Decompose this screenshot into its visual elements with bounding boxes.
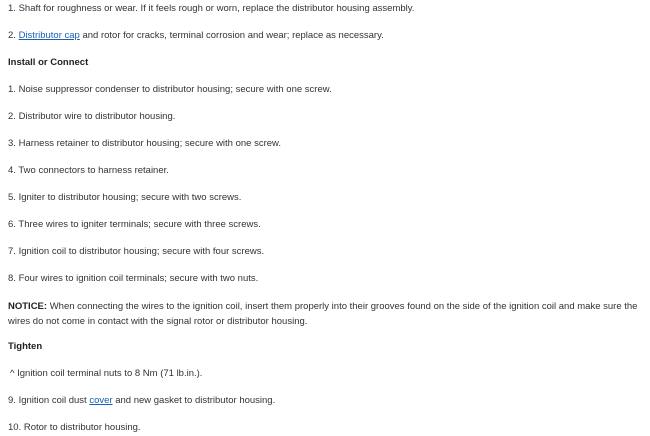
notice-label: NOTICE: [8,301,48,312]
notice-paragraph [8,299,648,329]
step-number: 1. [8,3,16,14]
step-number: 2. [8,30,16,41]
step-text: Ignition coil dust [18,395,90,406]
step-text: Two connectors to harness retainer. [18,165,169,176]
step-text: Ignition coil to distributor housing; secure with four screws. [18,246,265,257]
step-number: 9. [8,395,16,406]
notice-text: When connecting the wires to the ignition coil, insert them properly into their grooves found on the side of the ignition coil and make sure the wires do not come in contact with the signal rotor or distributor housing. [8,301,638,327]
install-step-8 [8,273,258,285]
install-step-7 [8,246,264,258]
heading-tighten: Tighten [8,341,43,352]
step-9 [8,395,275,407]
step-number: 3. [8,138,16,149]
install-step-5 [8,192,241,204]
step-text: Rotor to distributor housing. [23,422,141,433]
step-text: Noise suppressor condenser to distributor housing; secure with one screw. [18,84,332,95]
install-step-4 [8,165,169,177]
tighten-bullet [10,368,202,380]
step-text: Distributor wire to distributor housing. [18,111,176,122]
step-number: 10. [8,422,22,433]
install-step-3 [8,138,281,150]
step-10 [8,422,141,434]
step-number: 6. [8,219,16,230]
step-text: and rotor for cracks, terminal corrosion and wear; replace as necessary. [79,30,384,41]
bullet-mark: ^ [10,368,15,379]
step-number: 7. [8,246,16,257]
step-text: Shaft for roughness or wear. If it feels rough or worn, replace the distributor housing assembly. [18,3,415,14]
step-text: Three wires to igniter terminals; secure with three screws. [18,219,261,230]
step-text: and new gasket to distributor housing. [112,395,276,406]
distributor-cap-link[interactable]: Distributor cap [18,30,80,41]
install-step-1 [8,84,332,96]
step-number: 2. [8,111,16,122]
step-text: Ignition coil terminal nuts to 8 Nm (71 lb.in.). [17,368,203,379]
step-number: 5. [8,192,16,203]
step-text: Four wires to ignition coil terminals; secure with two nuts. [18,273,259,284]
step-text: Harness retainer to distributor housing; secure with one screw. [18,138,282,149]
install-step-2 [8,111,175,123]
install-step-6 [8,219,261,231]
heading-install-or-connect: Install or Connect [8,57,89,68]
step-distributor-cap [8,30,384,42]
step-shaft [8,3,414,15]
step-number: 4. [8,165,16,176]
cover-link[interactable]: cover [89,395,113,406]
step-text: Igniter to distributor housing; secure with two screws. [18,192,242,203]
step-number: 8. [8,273,16,284]
step-number: 1. [8,84,16,95]
